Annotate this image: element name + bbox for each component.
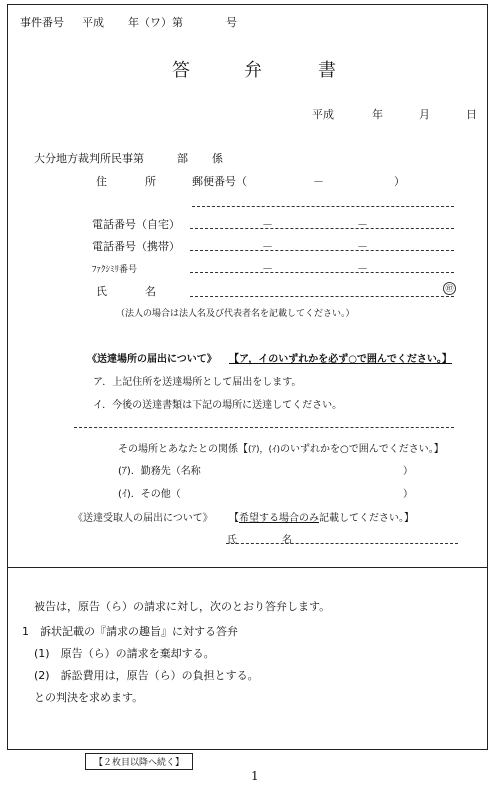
recipient-heading: 《送達受取人の届出について》 bbox=[73, 513, 213, 524]
address-label-1: 住 bbox=[96, 175, 107, 188]
case-era: 平成 bbox=[82, 16, 104, 29]
title-char-1: 答 bbox=[172, 60, 190, 81]
case-year-suffix: 年（ワ）第 bbox=[128, 16, 183, 29]
relation-employer[interactable]: (ｱ)．勤務先（名称 bbox=[118, 466, 201, 477]
fax-label: ﾌｧｸｼﾐﾘ番号 bbox=[92, 265, 138, 275]
relation-suffix: のいずれかを○で囲んでください。】 bbox=[280, 444, 444, 455]
fax-line[interactable] bbox=[190, 272, 454, 273]
address-line[interactable] bbox=[192, 206, 454, 207]
fax-dash-1: － bbox=[262, 262, 273, 275]
answer-item-1: (1) 原告（ら）の請求を棄却する。 bbox=[34, 647, 215, 660]
relation-prefix: その場所とあなたとの関係【 bbox=[118, 444, 248, 455]
fax-dash-2: － bbox=[357, 262, 368, 275]
postal-code-dash: － bbox=[313, 175, 324, 188]
home-phone-dash-2: － bbox=[357, 218, 368, 231]
relation-options: (ｱ)，(ｲ) bbox=[248, 445, 281, 455]
court-name: 大分地方裁判所民事第 bbox=[34, 152, 144, 165]
recipient-instruction-emphasis: 希望する場合のみ bbox=[239, 513, 319, 524]
recipient-instruction bbox=[229, 509, 414, 524]
date-year: 年 bbox=[372, 108, 383, 121]
relation-other[interactable]: (ｲ)．その他（ bbox=[118, 489, 181, 500]
delivery-option-i[interactable]: イ．今後の送達書類は下記の場所に送達してください。 bbox=[93, 400, 343, 411]
postal-code-close: ） bbox=[394, 175, 405, 188]
recipient-instruction-open: 【 bbox=[229, 513, 239, 524]
title-char-2: 弁 bbox=[244, 60, 262, 81]
answer-closing: との判決を求めます。 bbox=[34, 691, 144, 704]
title-char-3: 書 bbox=[318, 60, 336, 81]
delivery-option-a[interactable]: ア．上記住所を送達場所として届出をします。 bbox=[93, 377, 302, 388]
recipient-instruction-rest: 記載してください。】 bbox=[319, 513, 414, 524]
recipient-name-line[interactable] bbox=[226, 543, 458, 544]
page-number: 1 bbox=[251, 769, 259, 783]
court-division: 部 bbox=[177, 152, 188, 165]
home-phone-dash-1: － bbox=[262, 218, 273, 231]
date-day: 日 bbox=[466, 108, 477, 121]
mobile-phone-line[interactable] bbox=[190, 250, 454, 251]
mobile-phone-dash-2: － bbox=[357, 240, 368, 253]
court-section: 係 bbox=[212, 152, 223, 165]
relation-employer-close: ） bbox=[403, 466, 413, 477]
address-label-2: 所 bbox=[145, 175, 156, 188]
continue-box: 【２枚目以降へ続く】 bbox=[85, 753, 193, 770]
home-phone-label: 電話番号（自宅） bbox=[92, 218, 180, 231]
date-month: 月 bbox=[419, 108, 430, 121]
relation-line bbox=[118, 440, 444, 455]
section-divider bbox=[7, 567, 488, 568]
case-number-suffix: 号 bbox=[226, 16, 237, 29]
case-number-label: 事件番号 bbox=[20, 16, 64, 29]
delivery-place-line[interactable] bbox=[74, 427, 454, 428]
name-label-1: 氏 bbox=[96, 285, 107, 298]
mobile-phone-label: 電話番号（携帯） bbox=[92, 240, 180, 253]
delivery-heading: 《送達場所の届出について》 bbox=[87, 354, 217, 365]
mobile-phone-dash-1: － bbox=[262, 240, 273, 253]
relation-other-close: ） bbox=[403, 489, 413, 500]
answer-item-2: (2) 訴訟費用は，原告（ら）の負担とする。 bbox=[34, 669, 259, 682]
name-line[interactable] bbox=[190, 296, 454, 297]
answer-section-1: 1 訴状記載の『請求の趣旨』に対する答弁 bbox=[22, 625, 238, 638]
date-era: 平成 bbox=[312, 108, 334, 121]
seal-mark: ㊞ bbox=[443, 282, 456, 295]
recipient-name-label-1: 氏 bbox=[227, 535, 237, 546]
postal-code-label: 郵便番号（ bbox=[192, 175, 247, 188]
answer-intro: 被告は，原告（ら）の請求に対し，次のとおり答弁します。 bbox=[34, 600, 331, 613]
name-label-2: 名 bbox=[145, 285, 156, 298]
corporate-note: （法人の場合は法人名及び代表者名を記載してください。） bbox=[116, 309, 355, 319]
home-phone-line[interactable] bbox=[190, 228, 454, 229]
delivery-instruction: 【ア，イのいずれかを必ず○で囲んでください。】 bbox=[229, 354, 452, 365]
recipient-name-label-2: 名 bbox=[282, 535, 292, 546]
